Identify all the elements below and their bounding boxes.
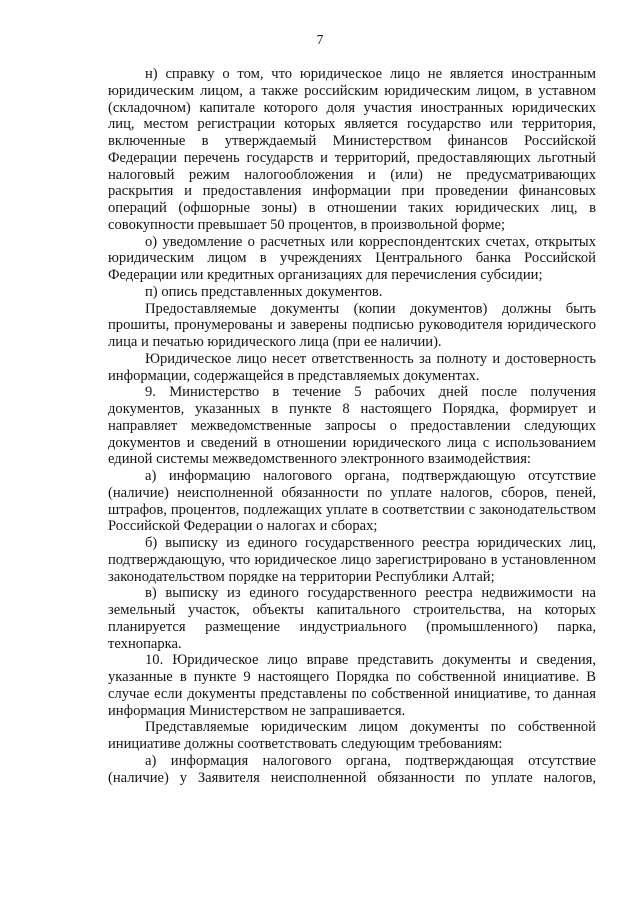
document-body [108, 66, 596, 786]
paragraph-9-interagency-requests: 9. Министерство в течение 5 рабочих дней после получения документов, указанных в пункте 8 настоящего Порядка, формирует и направляет межведомственные запросы о предоставлении следующих документов и сведений в отношении юридического лица с использованием единой системы межведомственного электронного взаимодействия: [108, 384, 596, 468]
paragraph-own-initiative-requirements: Представляемые юридическим лицом документы по собственной инициативе должны соответствовать следующим требованиям: [108, 719, 596, 752]
paragraph-p-documents-inventory: п) опись представленных документов. [145, 283, 383, 300]
paragraph-o-bank-accounts-notice: о) уведомление о расчетных или корреспондентских счетах, открытых юридическим лицом в учреждениях Центрального банка Российской Федерации или кредитных организациях для перечисления субсидии; [108, 233, 596, 283]
paragraph-documents-certification: Предоставляемые документы (копии документов) должны быть прошиты, пронумерованы и заверены подписью руководителя юридического лица и печатью юридического лица (при ее наличии). [108, 300, 596, 350]
paragraph-responsibility: Юридическое лицо несет ответственность за полноту и достоверность информации, содержащейся в представляемых документах. [108, 350, 596, 384]
paragraph-n-offshore-certificate: н) справку о том, что юридическое лицо не является иностранным юридическим лицом, а также российским юридическим лицом, в уставном (складочном) капитале которого доля участия иностранных юридических лиц, местом регистрации которых является государство или территория, включенные в утверждаемый Министерством финансов Российской Федерации перечень государств и территорий, предоставляющих льготный налоговый режим налогообложения и (или) не предусматривающих раскрытия и предоставления информации при проведении финансовых операций (офшорные зоны) в отношении таких юридических лиц, в совокупности превышает 50 процентов, в произвольной форме; [108, 66, 596, 233]
paragraph-9b-legal-entities-register: б) выписку из единого государственного реестра юридических лиц, подтверждающую, что юридическое лицо зарегистрировано в установленном законодательством порядке на территории Республики Алтай; [108, 535, 596, 585]
paragraph-9a-tax-information: а) информацию налогового органа, подтверждающую отсутствие (наличие) неисполненной обязанности по уплате налогов, сборов, пеней, штрафов, процентов, подлежащих уплате в соответствии с законодательством Российской Федерации о налогах и сборах; [108, 468, 596, 535]
page-number: 7 [316, 32, 324, 47]
paragraph-requirement-a-tax-information: а) информация налогового органа, подтверждающая отсутствие (наличие) у Заявителя неисполненной обязанности по уплате налогов, [108, 752, 596, 786]
paragraph-9v-real-estate-register: в) выписку из единого государственного реестра недвижимости на земельный участок, объекты капитального строительства, на которых планируется размещение индустриального (промышленного) парка, технопарка. [108, 585, 596, 652]
paragraph-10-own-initiative: 10. Юридическое лицо вправе представить документы и сведения, указанные в пункте 9 настоящего Порядка по собственной инициативе. В случае если документы представлены по собственной инициативе, то данная информация Министерством не запрашивается. [108, 652, 596, 719]
